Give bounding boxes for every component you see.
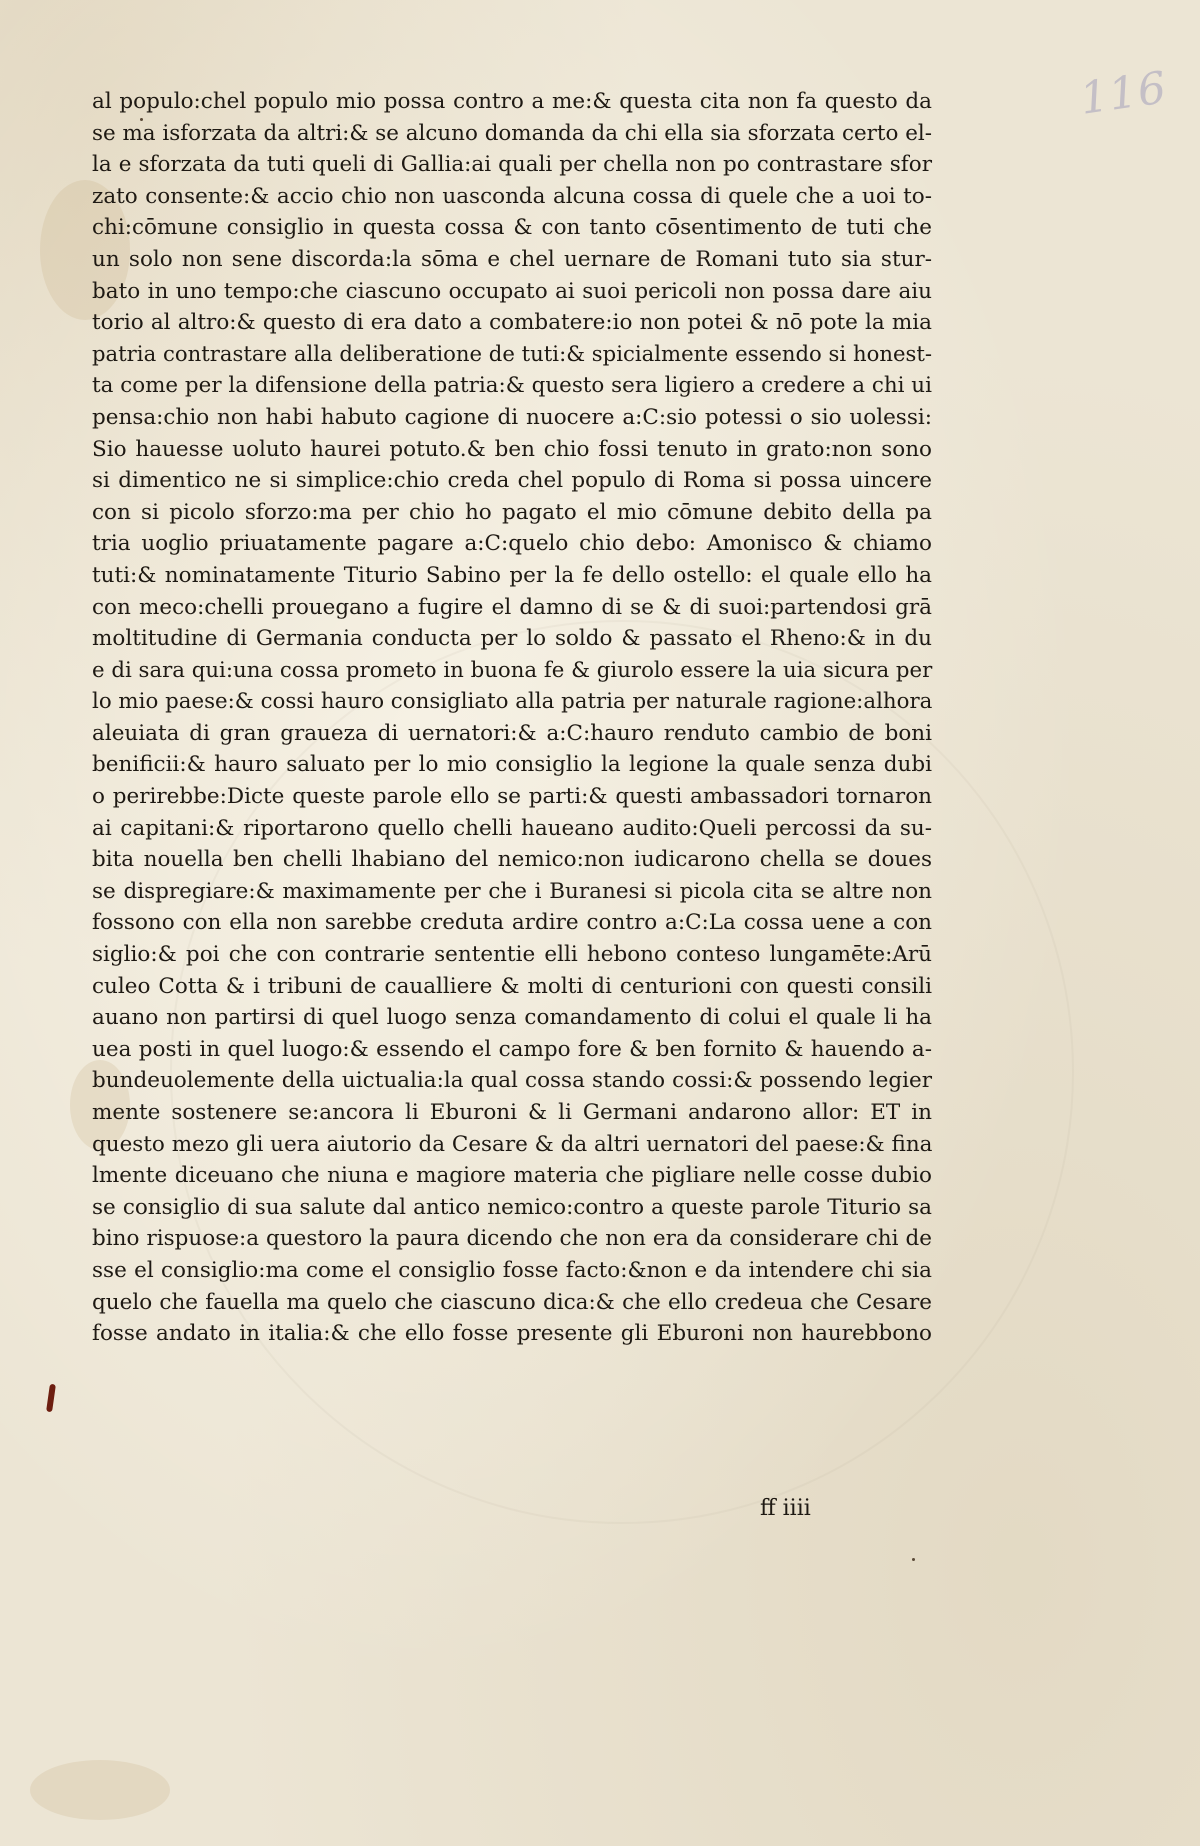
- text-line: pensa:chio non habi habuto cagione di nuocere a:C:sio potessi o sio uolessi:: [92, 404, 932, 430]
- ink-speck: [140, 118, 143, 121]
- text-line: bita nouella ben chelli lhabiano del nemico:non iudicarono chella se doues: [92, 847, 932, 873]
- text-line: la e sforzata da tuti queli di Gallia:ai quali per chella non po contrastare sfor: [92, 152, 932, 178]
- text-line: con si picolo sforzo:ma per chio ho pagato el mio cōmune debito della pa: [92, 499, 932, 525]
- text-line: e di sara qui:una cossa prometo in buona fe & giurolo essere la uia sicura per: [92, 657, 933, 683]
- text-line: torio al altro:& questo di era dato a combatere:io non potei & nō pote la mia: [92, 310, 932, 336]
- text-line: se consiglio di sua salute dal antico nemico:contro a queste parole Titurio sa: [92, 1194, 932, 1220]
- text-line: bato in uno tempo:che ciascuno occupato ai suoi pericoli non possa dare aiu: [92, 278, 932, 304]
- text-line: se ma isforzata da altri:& se alcuno domanda da chi ella sia sforzata certo el-: [92, 120, 932, 146]
- text-line: tria uoglio priuatamente pagare a:C:quelo chio debo: Amonisco & chiamo: [92, 531, 932, 557]
- margin-ink-mark: [46, 1384, 56, 1413]
- text-line: zato consente:& accio chio non uasconda alcuna cossa di quele che a uoi to-: [92, 183, 932, 209]
- text-line: sse el consiglio:ma come el consiglio fosse facto:&non e da intendere chi sia: [92, 1257, 932, 1283]
- text-line: Sio hauesse uoluto haurei potuto.& ben chio fossi tenuto in grato:non sono: [92, 436, 932, 462]
- text-line: benificii:& hauro saluato per lo mio consiglio la legione la quale senza dubi: [92, 752, 932, 778]
- body-text: [92, 86, 932, 1350]
- text-line: si dimentico ne si simplice:chio creda chel populo di Roma si possa uincere: [92, 468, 932, 494]
- text-line: uea posti in quel luogo:& essendo el campo fore & ben fornito & hauendo a-: [92, 1036, 932, 1062]
- ink-speck: [912, 1558, 915, 1561]
- text-line: culeo Cotta & i tribuni de caualliere & molti di centurioni con questi consili: [92, 973, 932, 999]
- text-line: tuti:& nominatamente Titurio Sabino per la fe dello ostello: el quale ello ha: [92, 562, 932, 588]
- text-line: patria contrastare alla deliberatione de tuti:& spicialmente essendo si honest-: [92, 341, 933, 367]
- text-line: se dispregiare:& maximamente per che i Buranesi si picola cita se altre non: [92, 878, 932, 904]
- text-line: bino rispuose:a questoro la paura dicendo che non era da considerare chi de: [92, 1226, 932, 1252]
- folio-number: 116: [1076, 62, 1171, 125]
- text-line: moltitudine di Germania conducta per lo soldo & passato el Rheno:& in du: [92, 626, 932, 652]
- text-line: ta come per la difensione della patria:& questo sera ligiero a credere a chi ui: [92, 373, 932, 399]
- text-line: auano non partirsi di quel luogo senza comandamento di colui el quale li ha: [92, 1005, 932, 1031]
- paper-stain: [30, 1760, 170, 1820]
- text-line: fosse andato in italia:& che ello fosse presente gli Eburoni non haurebbono: [92, 1321, 932, 1347]
- text-line: aleuiata di gran graueza di uernatori:& a:C:hauro renduto cambio de boni: [92, 720, 932, 746]
- signature-mark: ff iiii: [760, 1496, 811, 1521]
- text-line: chi:cōmune consiglio in questa cossa & con tanto cōsentimento de tuti che: [92, 215, 932, 241]
- text-line: fossono con ella non sarebbe creduta ardire contro a:C:La cossa uene a con: [92, 910, 932, 936]
- text-line: lmente diceuano che niuna e magiore materia che pigliare nelle cosse dubio: [92, 1163, 932, 1189]
- text-line: mente sostenere se:ancora li Eburoni & li Germani andarono allor: ET in: [92, 1100, 932, 1125]
- text-line: con meco:chelli prouegano a fugire el damno di se & di suoi:partendosi grā: [92, 594, 932, 620]
- text-line: bundeuolemente della uictualia:la qual cossa stando cossi:& possendo legier: [92, 1068, 932, 1094]
- text-line: quelo che fauella ma quelo che ciascuno dica:& che ello credeua che Cesare: [92, 1289, 932, 1315]
- text-line: o perirebbe:Dicte queste parole ello se parti:& questi ambassadori tornaron: [92, 784, 932, 810]
- text-line: al populo:chel populo mio possa contro a me:& questa cita non fa questo da: [92, 89, 932, 114]
- text-line: un solo non sene discorda:la sōma e chel uernare de Romani tuto sia stur-: [92, 246, 932, 272]
- text-line: questo mezo gli uera aiutorio da Cesare & da altri uernatori del paese:& fina: [92, 1131, 933, 1157]
- text-line: ai capitani:& riportarono quello chelli haueano audito:Queli percossi da su-: [92, 815, 932, 841]
- text-line: lo mio paese:& cossi hauro consigliato alla patria per naturale ragione:alhora: [92, 689, 933, 715]
- text-line: siglio:& poi che con contrarie sententie elli hebono conteso lungamēte:Arū: [92, 942, 932, 968]
